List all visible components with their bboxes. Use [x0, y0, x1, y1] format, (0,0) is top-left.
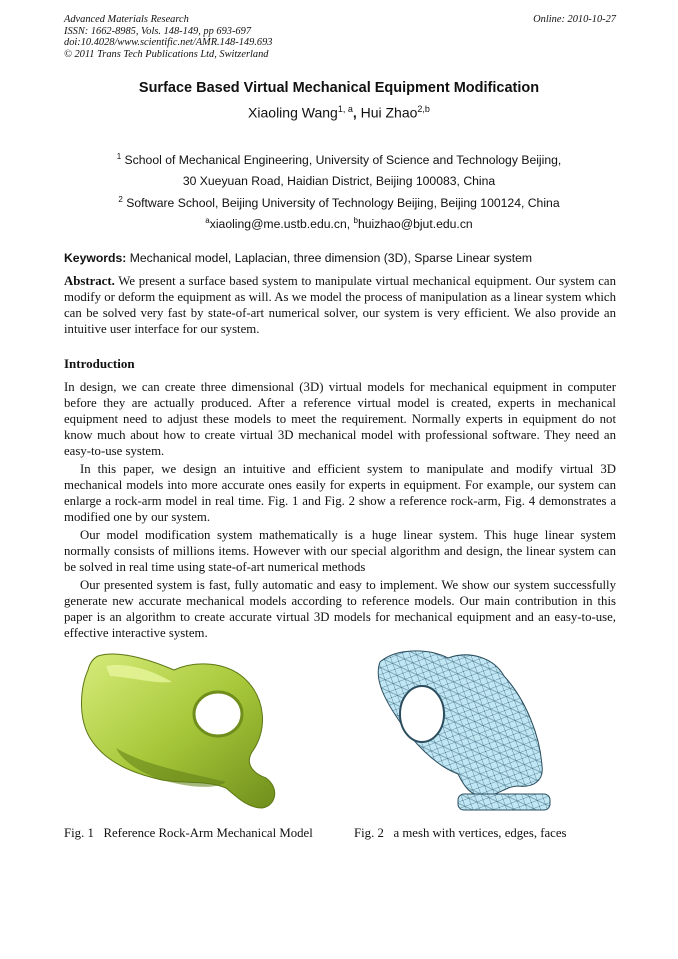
figure-2-mesh-model	[366, 646, 552, 818]
paper-title: Surface Based Virtual Mechanical Equipment Modification	[138, 80, 540, 96]
author-1-sup: 1, a	[337, 104, 353, 114]
author-2-sup: 2,b	[417, 104, 430, 114]
intro-paragraph-3	[64, 527, 616, 575]
intro-paragraph-4-text: Our presented system is fast, fully automatic and easy to implement. We show our system successfully generate new accurate mechanical models according to reference models. Our main contribution in this paper is an algorithm to create accurate virtual 3D models for mechanical equipment and an easy-to-use, effective interactive system.	[64, 578, 616, 640]
rock-arm-body	[82, 654, 275, 808]
affiliation-1-address: 30 Xueyuan Road, Haidian District, Beijing 100083, China	[182, 174, 496, 188]
section-heading-introduction: Introduction	[64, 356, 135, 371]
keywords-label: Keywords:	[64, 251, 127, 265]
keywords-text: Mechanical model, Laplacian, three dimension (3D), Sparse Linear system	[126, 251, 533, 265]
email-b-sup: b	[353, 216, 358, 225]
email-a: xiaoling@me.ustb.edu.cn,	[209, 217, 354, 232]
intro-paragraph-2	[64, 461, 616, 525]
abstract-text: We present a surface based system to manipulate virtual mechanical equipment. Our system can modify or deform the equipment as will. As we model the process of manipulation as a linear system which can be solved very fast by state-of-art numerical solver, our system is very efficient. We also provide an intuitive user interface for our system.	[64, 274, 616, 336]
author-1-name: Xiaoling Wang	[248, 104, 338, 121]
email-line	[64, 216, 614, 231]
abstract	[64, 273, 616, 337]
header-meta	[64, 14, 616, 60]
author-2-name: Hui Zhao	[360, 104, 418, 121]
rock-arm-hole	[194, 692, 242, 736]
affiliation-2-sup: 2	[118, 195, 123, 204]
abstract-label: Abstract.	[64, 274, 115, 288]
mesh-hole	[400, 686, 444, 742]
copyright-line: © 2011 Trans Tech Publications Ltd, Switzerland	[64, 48, 269, 60]
keywords	[64, 251, 616, 265]
online-date: Online: 2010-10-27	[533, 14, 616, 25]
intro-paragraph-4	[64, 577, 616, 641]
journal-name: Advanced Materials Research	[64, 14, 189, 25]
doi-line: doi:10.4028/www.scientific.net/AMR.148-149.693	[64, 37, 273, 48]
intro-paragraph-1: In design, we can create three dimensional (3D) virtual models for mechanical equipment in computer before they are actually produced. After a reference virtual model is created, experts in mechanical equipment need to adjust these models to meet the requirement. Normally experts in equipment do not know much about how to create virtual 3D mechanical model with professional software. They need an easy-to-use system.	[64, 380, 616, 458]
affiliation-1-sup: 1	[116, 152, 122, 161]
figure-1-caption: Fig. 1 Reference Rock-Arm Mechanical Model	[64, 826, 313, 840]
mesh-foot	[458, 794, 550, 810]
issn-line: ISSN: 1662-8985, Vols. 148-149, pp 693-697	[64, 25, 252, 37]
intro-paragraph-3-text: Our model modification system mathematically is a huge linear system. This huge linear system normally consists of millions items. However with our special algorithm and design, the linear system can be solved in real time using state-of-art numerical methods	[64, 528, 616, 574]
figure-1-rock-arm-model	[76, 648, 288, 820]
author-separator: ,	[352, 104, 361, 121]
intro-paragraph-2-text: In this paper, we design an intuitive and efficient system to manipulate and modify virtual 3D mechanical models into more accurate ones easily for experts in equipment. For example, our system can enlarge a rock-arm model in real time. Fig. 1 and Fig. 2 show a reference rock-arm, Fig. 4 demonstrates a modified one by our system.	[64, 462, 616, 524]
affiliation-2	[64, 195, 614, 210]
affiliation-1	[64, 152, 614, 167]
figure-2-caption: Fig. 2 a mesh with vertices, edges, faces	[354, 826, 567, 840]
author-line	[64, 104, 614, 121]
email-a-sup: a	[205, 216, 210, 225]
affiliation-2-text: Software School, Beijing University of Technology Beijing, Beijing 100124, China	[122, 196, 560, 211]
email-b: huizhao@bjut.edu.cn	[358, 217, 473, 232]
affiliation-1-text: School of Mechanical Engineering, University of Science and Technology Beijing,	[121, 153, 562, 168]
